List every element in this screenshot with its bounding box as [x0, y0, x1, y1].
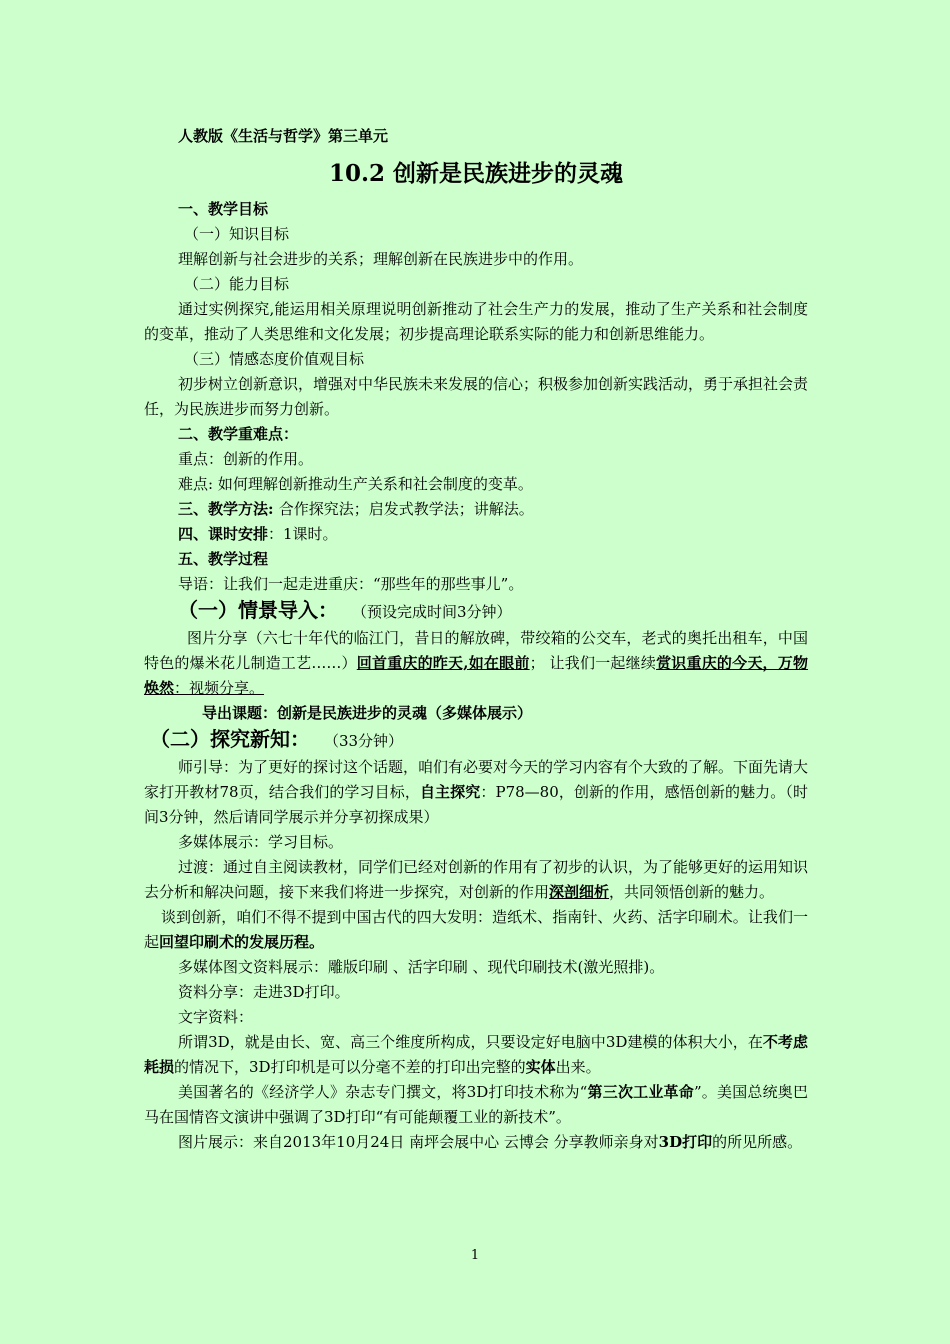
part1-text-c: ； 让我们一起继续: [529, 654, 657, 672]
key-point: 重点：创新的作用。: [178, 450, 314, 468]
method-text: 合作探究法；启发式教学法；讲解法。: [278, 500, 534, 518]
difficult-point: 难点: 如何理解创新推动生产关系和社会制度的变革。: [178, 475, 533, 493]
intro-text: 导语：让我们一起走进重庆：“那些年的那些事儿”。: [178, 575, 524, 593]
print-multimedia-line: 多媒体图文资料展示：雕版印刷 、活字印刷 、现代印刷技术(激光照排)。: [178, 958, 665, 976]
part1-title: （一）情景导入：: [178, 598, 338, 622]
guide-paragraph: [144, 755, 808, 830]
share-3d-line: 资料分享：走进3D打印。: [178, 983, 350, 1001]
pic-text-a: 图片展示：来自2013年10月24日 南坪会展中心 云博会 分享教师亲身对: [178, 1133, 659, 1151]
part1-text-e: ：视频分享。: [174, 679, 265, 697]
ability-goal-label: （二）能力目标: [184, 275, 290, 293]
text-material-label: 文字资料：: [178, 1008, 254, 1026]
part2-heading: [144, 726, 808, 755]
trans-text-b: 深剖细析: [549, 883, 610, 901]
part1-note: （预设完成时间3分钟）: [351, 603, 512, 621]
page-number: 1: [470, 1248, 480, 1263]
knowledge-goal-label: （一）知识目标: [184, 225, 290, 243]
trans-text-a: 过渡：通过自主阅读教材，同学们已经对创新的作用有了初步的认识，为了能够更好的运用知识去分析和解决问题，接下来我们将进一步探究，对创新的作用: [144, 858, 809, 901]
econ-text-c: ”。美国总统奥巴马在国情咨文演讲中强调了3D打印“有可能颠覆工业的新技术”。: [144, 1083, 808, 1126]
economist-paragraph: [144, 1080, 808, 1130]
part1-text-d: 赏识重庆的今天，万物焕然: [144, 654, 808, 697]
def-text-e: 出来。: [555, 1058, 601, 1076]
emotion-goal-label: （三）情感态度价值观目标: [184, 350, 365, 368]
schedule-line: [144, 522, 808, 547]
method-label: 三、教学方法:: [178, 500, 279, 518]
part2-note: （33分钟）: [323, 732, 404, 750]
keypoints-heading: 二、教学重难点：: [178, 425, 299, 443]
document-body: [144, 124, 808, 1155]
multimedia-line: 多媒体展示：学习目标。: [178, 833, 344, 851]
part2-title: （二）探究新知：: [150, 727, 310, 751]
part1-heading: [144, 597, 808, 626]
part1-text-a: 图片分享（六七十年代的临江门，昔日的解放碑，带绞箱的公交车，老式的奥托出租车，中国特色的爆米花儿制造工艺……）: [144, 629, 808, 672]
transition-paragraph: [144, 855, 808, 905]
guide-text-c: ：P78—80，创新的作用，感悟创新的魅力。（时间3分钟，然后请同学展示并分享初探成果）: [144, 783, 808, 826]
definition-paragraph: [144, 1030, 808, 1080]
method-line: [144, 497, 808, 522]
emotion-goal-text: 初步树立创新意识，增强对中华民族未来发展的信心；积极参加创新实践活动，勇于承担社会责任，为民族进步而努力创新。: [144, 375, 809, 418]
process-heading: 五、教学过程: [178, 550, 269, 568]
pic-text-b: 3D打印: [658, 1133, 713, 1151]
trans-text-c: ，共同领悟创新的魅力。: [609, 883, 775, 901]
def-text-a: 所谓3D，就是由长、宽、高三个维度所构成，只要设定好电脑中3D建模的体积大小，在: [178, 1033, 763, 1051]
knowledge-goal-text: 理解创新与社会进步的关系；理解创新在民族进步中的作用。: [178, 250, 584, 268]
econ-text-b: 第三次工业革命: [587, 1083, 694, 1101]
ability-goal-text: 通过实例探究,能运用相关原理说明创新推动了社会生产力的发展，推动了生产关系和社会制度的变革，推动了人类思维和文化发展；初步提高理论联系实际的能力和创新思维能力。: [144, 300, 808, 343]
guide-text-a: 师引导：为了更好的探讨这个话题，咱们有必要对今天的学习内容有个大致的了解。下面先请大家打开教材78页，结合我们的学习目标，: [144, 758, 809, 801]
talk-text-a: 谈到创新，咱们不得不提到中国古代的四大发明：造纸术、指南针、火药、活字印刷术。让我们一起: [144, 908, 808, 951]
def-text-c: 的情况下，3D打印机是可以分毫不差的打印出完整的: [174, 1058, 526, 1076]
unit-header: 人教版《生活与哲学》第三单元: [178, 127, 389, 145]
goals-heading: 一、教学目标: [178, 200, 269, 218]
def-text-b: 不考虑耗损: [144, 1033, 808, 1076]
guide-text-b: 自主探究: [419, 783, 481, 801]
part1-paragraph: [144, 626, 808, 701]
pic-text-c: 的所见所感。: [712, 1133, 803, 1151]
talk-text-b: 回望印刷术的发展历程。: [159, 933, 325, 951]
lesson-topic: 导出课题：创新是民族进步的灵魂（多媒体展示）: [202, 704, 533, 722]
schedule-label: 四、课时安排: [178, 525, 269, 543]
lesson-title: 10.2 创新是民族进步的灵魂: [328, 160, 624, 187]
picture-paragraph: [144, 1130, 808, 1155]
econ-text-a: 美国著名的《经济学人》杂志专门撰文，将3D打印技术称为“: [178, 1083, 588, 1101]
def-text-d: 实体: [525, 1058, 556, 1076]
part1-text-b: 回首重庆的昨天,如在眼前: [356, 654, 530, 672]
schedule-text: ：1课时。: [268, 525, 338, 543]
inventions-paragraph: [144, 905, 808, 955]
